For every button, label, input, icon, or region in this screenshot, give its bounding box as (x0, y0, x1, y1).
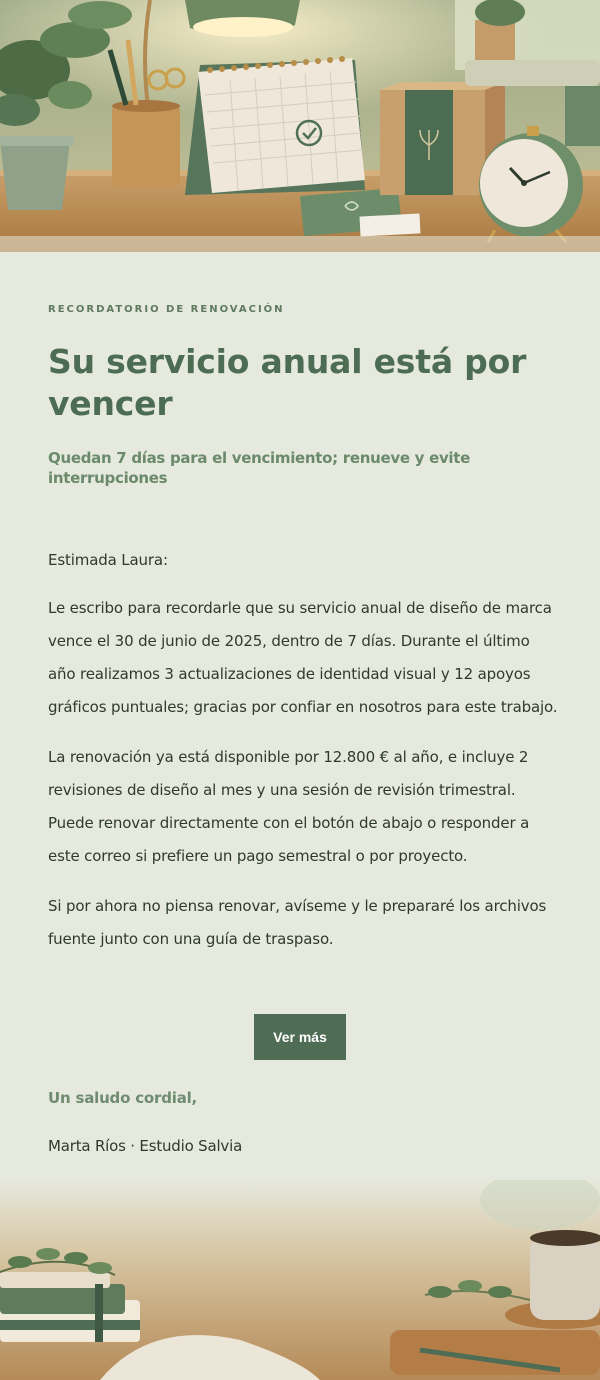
body-paragraph: La renovación ya está disponible por 12.800 € al año, e incluye 2 revisiones de diseño al mes y una sesión de revisión trimestral. Puede renovar directamente con el botón de abajo o responder a este correo si prefiere un pago semestral o por proyecto. (48, 748, 530, 865)
email-body (48, 544, 558, 956)
header-illustration (0, 0, 600, 252)
body-paragraph: Si por ahora no piensa renovar, avíseme y le prepararé los archivos fuente junto con una guía de traspaso. (48, 897, 547, 948)
email-content (48, 290, 558, 973)
see-more-button[interactable]: Ver más (254, 1014, 346, 1060)
email-title: Su servicio anual está por vencer (48, 342, 527, 423)
signature: Marta Ríos · Estudio Salvia (48, 1137, 243, 1155)
body-paragraph: Le escribo para recordarle que su servicio anual de diseño de marca vence el 30 de junio de 2025, dentro de 7 días. Durante el último año realizamos 3 actualizaciones de identidad visual y 12 apoyos gráficos puntuales; gracias por confiar en nosotros para este trabajo. (48, 599, 558, 716)
footer-illustration (0, 1180, 600, 1380)
cta-container (0, 1014, 600, 1060)
greeting: Estimada Laura: (48, 551, 168, 569)
eyebrow-label: RECORDATORIO DE RENOVACIÓN (48, 304, 285, 315)
email-subtitle: Quedan 7 días para el vencimiento; renueve y evite interrupciones (48, 449, 471, 487)
closing-text: Un saludo cordial, (48, 1089, 198, 1107)
